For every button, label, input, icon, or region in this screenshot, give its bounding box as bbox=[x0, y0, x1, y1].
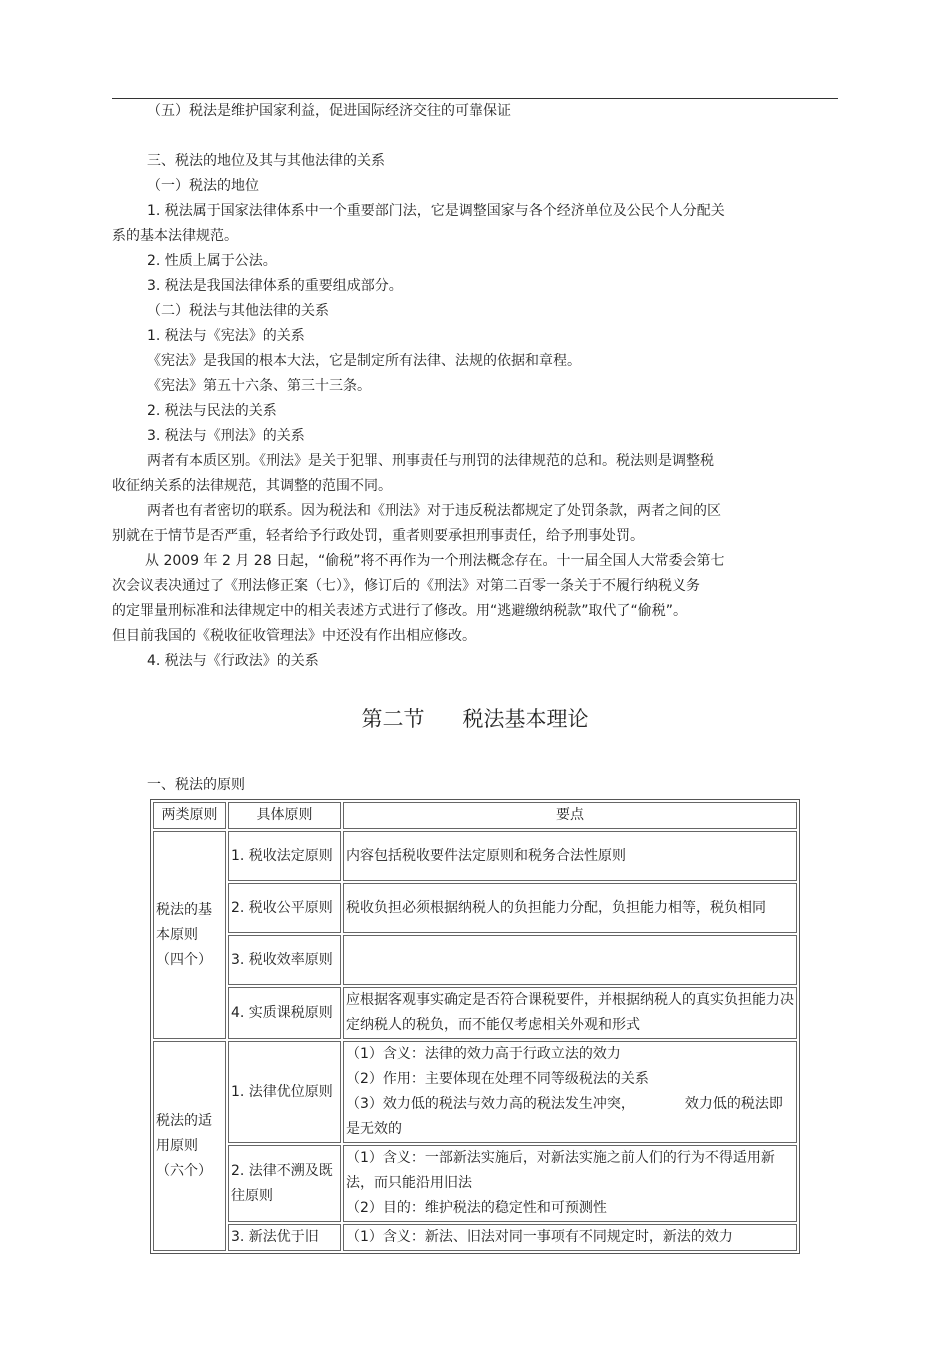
paragraph: 3. 税法是我国法律体系的重要组成部分。 bbox=[147, 278, 403, 294]
table-title: 一、税法的原则 bbox=[147, 777, 245, 793]
principles-table bbox=[150, 799, 800, 1254]
section-heading: 三、税法的地位及其与其他法律的关系 bbox=[147, 153, 385, 169]
principle-points bbox=[343, 1041, 797, 1143]
principle-name: 3. 新法优于旧 bbox=[228, 1224, 341, 1251]
paragraph: 3. 税法与《刑法》的关系 bbox=[147, 428, 305, 444]
point-line bbox=[346, 1092, 794, 1142]
principle-points bbox=[343, 1145, 797, 1222]
paragraph: 次会议表决通过了《刑法修正案（七）》，修订后的《刑法》对第二百零一条关于不履行纳税义务 bbox=[112, 578, 700, 594]
section-number: 第二节 bbox=[361, 707, 425, 731]
principle-name: 4. 实质课税原则 bbox=[228, 987, 341, 1039]
table-header-row bbox=[153, 802, 797, 829]
paragraph: 《宪法》是我国的根本大法，它是制定所有法律、法规的依据和章程。 bbox=[147, 353, 581, 369]
principle-name: 2. 法律不溯及既往原则 bbox=[228, 1145, 341, 1222]
table-row bbox=[153, 831, 797, 881]
column-header: 具体原则 bbox=[228, 802, 341, 829]
table-row bbox=[153, 935, 797, 985]
paragraph: 从 2009 年 2 月 28 日起，“偷税”将不再作为一个刑法概念存在。十一届全国人大常委会第七 bbox=[145, 553, 725, 569]
paragraph: 《宪法》第五十六条、第三十三条。 bbox=[147, 378, 371, 394]
paragraph: 两者有本质区别。《刑法》是关于犯罪、刑事责任与刑罚的法律规范的总和。税法则是调整税 bbox=[147, 453, 714, 469]
principle-name: 1. 税收法定原则 bbox=[228, 831, 341, 881]
table-row bbox=[153, 1145, 797, 1222]
paragraph: 的定罪量刑标准和法律规定中的相关表述方式进行了修改。用“逃避缴纳税款”取代了“偷税”。 bbox=[112, 603, 688, 619]
subsection-heading: （二）税法与其他法律的关系 bbox=[147, 303, 329, 319]
paragraph: 但目前我国的《税收征收管理法》中还没有作出相应修改。 bbox=[112, 628, 476, 644]
subsection-heading: （一）税法的地位 bbox=[147, 178, 259, 194]
group-cell: 税法的适用原则（六个） bbox=[153, 1041, 226, 1251]
principle-name: 3. 税收效率原则 bbox=[228, 935, 341, 985]
table-row bbox=[153, 1224, 797, 1251]
paragraph: 1. 税法属于国家法律体系中一个重要部门法，它是调整国家与各个经济单位及公民个人分配关 bbox=[147, 203, 725, 219]
point-line: （1）含义：一部新法实施后，对新法实施之前人们的行为不得适用新法，而只能沿用旧法 bbox=[346, 1150, 775, 1191]
principle-points: （1）含义：新法、旧法对同一事项有不同规定时，新法的效力 bbox=[343, 1224, 797, 1251]
principle-name: 2. 税收公平原则 bbox=[228, 883, 341, 933]
paragraph: 2. 性质上属于公法。 bbox=[147, 253, 277, 269]
table-row bbox=[153, 1041, 797, 1143]
principle-points: 内容包括税收要件法定原则和税务合法性原则 bbox=[343, 831, 797, 881]
principle-points: 税收负担必须根据纳税人的负担能力分配，负担能力相等，税负相同 bbox=[343, 883, 797, 933]
section-title bbox=[0, 703, 950, 733]
principle-name: 1. 法律优位原则 bbox=[228, 1041, 341, 1143]
table-row bbox=[153, 987, 797, 1039]
point-line: （2）目的：维护税法的稳定性和可预测性 bbox=[346, 1200, 607, 1216]
paragraph: 2. 税法与民法的关系 bbox=[147, 403, 277, 419]
paragraph: 4. 税法与《行政法》的关系 bbox=[147, 653, 319, 669]
paragraph: 系的基本法律规范。 bbox=[112, 228, 238, 244]
table-row bbox=[153, 883, 797, 933]
principle-points: 应根据客观事实确定是否符合课税要件，并根据纳税人的真实负担能力决定纳税人的税负，而不能仅考虑相关外观和形式 bbox=[343, 987, 797, 1039]
paragraph: 两者也有者密切的联系。因为税法和《刑法》对于违反税法都规定了处罚条款，两者之间的区 bbox=[147, 503, 721, 519]
paragraph: （五）税法是维护国家利益，促进国际经济交往的可靠保证 bbox=[147, 103, 511, 119]
point-text: 效力低的税法即是无效的 bbox=[346, 1096, 783, 1137]
paragraph: 别就在于情节是否严重，轻者给予行政处罚，重者则要承担刑事责任，给予刑事处罚。 bbox=[112, 528, 644, 544]
group-cell: 税法的基本原则（四个） bbox=[153, 831, 226, 1039]
column-header: 要点 bbox=[343, 802, 797, 829]
section-name: 税法基本理论 bbox=[462, 707, 589, 731]
paragraph: 1. 税法与《宪法》的关系 bbox=[147, 328, 305, 344]
principle-points bbox=[343, 935, 797, 985]
point-text: （3）效力低的税法与效力高的税法发生冲突， bbox=[346, 1096, 635, 1112]
point-line: （2）作用：主要体现在处理不同等级税法的关系 bbox=[346, 1071, 649, 1087]
point-line: （1）含义：法律的效力高于行政立法的效力 bbox=[346, 1046, 621, 1062]
paragraph: 收征纳关系的法律规范，其调整的范围不同。 bbox=[112, 478, 392, 494]
column-header: 两类原则 bbox=[153, 802, 226, 829]
